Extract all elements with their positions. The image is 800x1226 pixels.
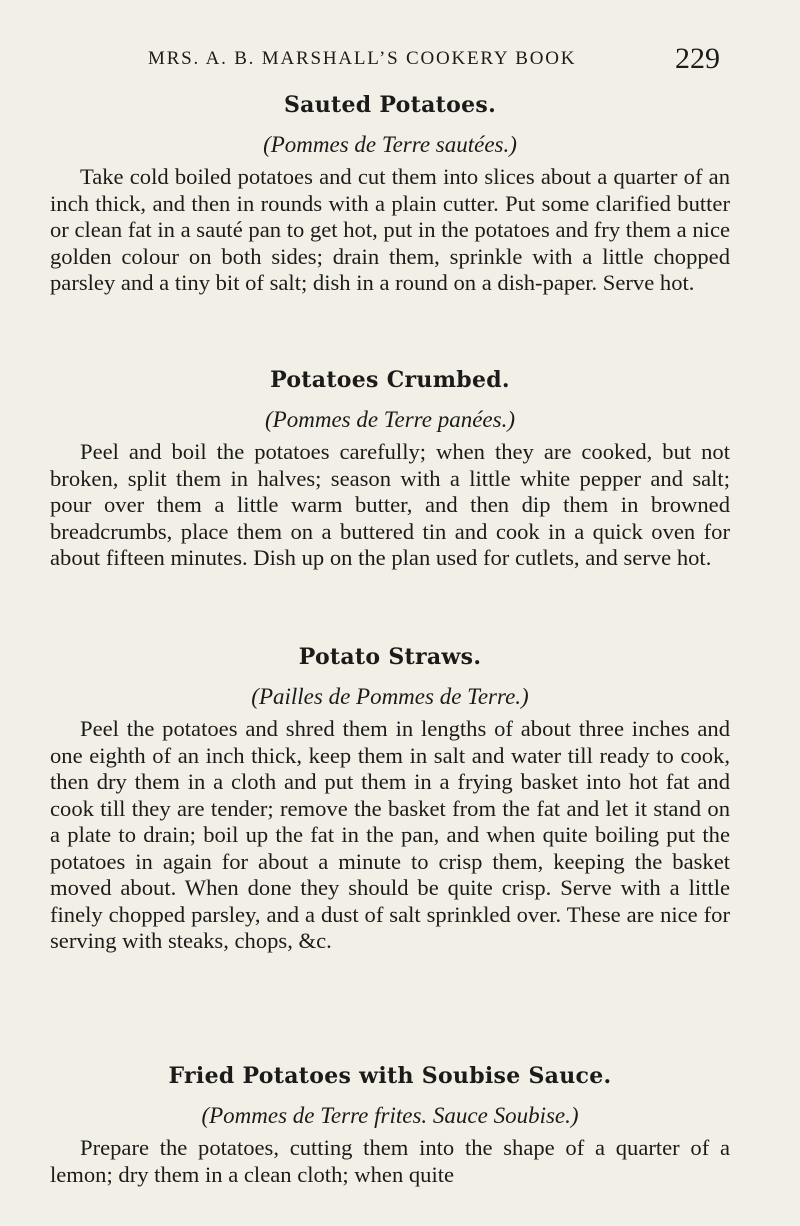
recipe-french-title: (Pommes de Terre panées.) bbox=[265, 407, 515, 432]
recipe-title: Sauted Potatoes. bbox=[283, 92, 497, 118]
recipe-sauted-potatoes bbox=[50, 92, 730, 297]
recipe-title: Potato Straws. bbox=[298, 644, 482, 670]
recipe-french-title: (Pailles de Pommes de Terre.) bbox=[251, 684, 529, 709]
recipe-instructions: Peel the potatoes and shred them in lengths of about three inches and one eighth of an inch thick, keep them in salt and water till ready to cook, then dry them in a cloth and put them in a frying basket into hot fat and cook till they are tender; remove the basket from the fat and let it stand on a plate to drain; boil up the fat in the pan, and when quite boiling put the potatoes in again for about a minute to crisp them, keeping the basket moved about. When done they should be quite crisp. Serve with a little finely chopped parsley, and a dust of salt sprinkled over. These are nice for serving with steaks, chops, &c. bbox=[50, 716, 730, 953]
recipe-instructions: Take cold boiled potatoes and cut them into slices about a quarter of an inch thick, and then in rounds with a plain cutter. Put some clarified butter or clean fat in a sauté pan to get hot, put in the potatoes and fry them a nice golden colour on both sides; drain them, sprinkle with a little chopped parsley and a tiny bit of salt; dish in a round on a dish-paper. Serve hot. bbox=[50, 164, 730, 295]
recipe-french-title: (Pommes de Terre sautées.) bbox=[263, 132, 517, 157]
recipe-fried-potatoes-soubise bbox=[50, 1063, 730, 1188]
recipe-title: Fried Potatoes with Soubise Sauce. bbox=[168, 1063, 612, 1089]
recipe-french-title: (Pommes de Terre frites. Sauce Soubise.) bbox=[201, 1103, 579, 1128]
running-head bbox=[140, 42, 720, 82]
page-number: 229 bbox=[675, 42, 720, 75]
running-title: MRS. A. B. MARSHALL’S COOKERY BOOK bbox=[148, 48, 577, 69]
recipe-potatoes-crumbed bbox=[50, 367, 730, 572]
recipe-instructions: Prepare the potatoes, cutting them into the shape of a quarter of a lemon; dry them in a clean cloth; when quite bbox=[50, 1135, 730, 1187]
recipe-potato-straws bbox=[50, 644, 730, 955]
recipe-title: Potatoes Crumbed. bbox=[270, 367, 510, 393]
recipe-instructions: Peel and boil the potatoes carefully; when they are cooked, but not broken, split them in halves; season with a little white pepper and salt; pour over them a little warm butter, and then dip them in browned breadcrumbs, place them on a buttered tin and cook in a quick oven for about fifteen minutes. Dish up on the plan used for cutlets, and serve hot. bbox=[50, 439, 730, 570]
